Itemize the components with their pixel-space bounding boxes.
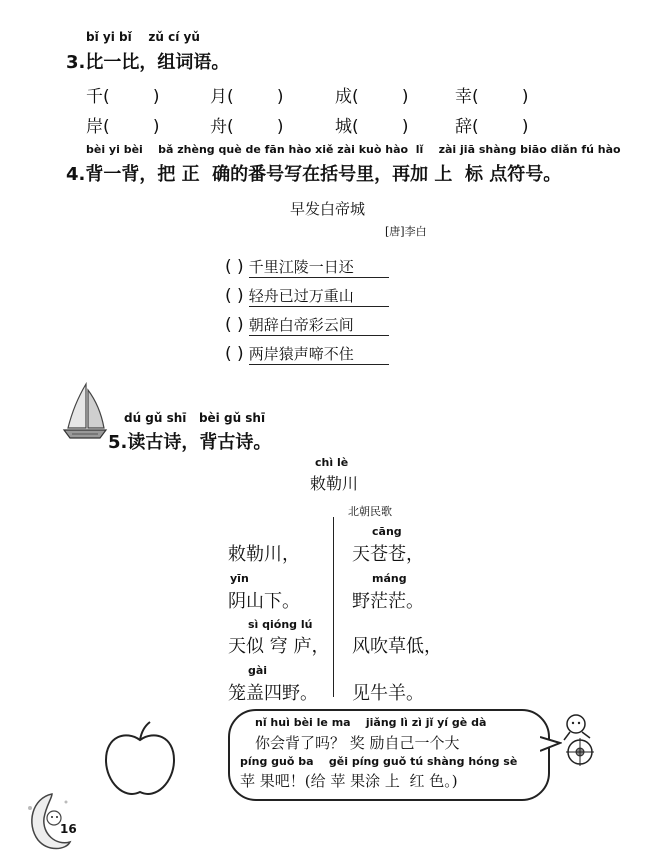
q3-cell: 城( ) (335, 117, 409, 137)
q3-cell: 成( ) (335, 87, 409, 107)
q3-title: 3.比一比，组词语。 (66, 52, 230, 73)
poem2-left-line: 天似 穹 庐， (228, 636, 330, 657)
bubble-pinyin: nǐ huì bèi le ma jiǎng lì zì jǐ yí gè dà (255, 716, 487, 729)
q5-title: 5.读古诗，背古诗。 (108, 432, 272, 453)
q3-pinyin: bǐ yi bǐ zǔ cí yǔ (86, 30, 200, 44)
q3-cell: 舟( ) (210, 117, 284, 137)
poem-line-text: 朝辞白帝彩云间 (249, 314, 389, 336)
q5-pinyin: dú gǔ shī bèi gǔ shī (124, 411, 266, 425)
poem2-right-line: 天苍苍， (352, 544, 424, 565)
bubble-text: 你会背了吗？ 奖 励自己一个大 (255, 734, 460, 752)
poem-divider (333, 517, 334, 697)
poem-title: 早发白帝城 (290, 200, 366, 218)
poem2-left-line: 笼盖四野。 (228, 683, 318, 704)
answer-blank[interactable]: ( ) (225, 257, 244, 277)
poem2-left-pinyin: yīn (230, 572, 249, 585)
q3-cell: 辞( ) (455, 117, 529, 137)
poem2-right-pinyin: máng (372, 572, 407, 585)
q4-title: 4.背一背，把 正 确的番号写在括号里，再加 上 标 点符号。 (66, 164, 562, 185)
poem2-left-line: 敕勒川， (228, 544, 300, 565)
q3-cell: 千( ) (86, 87, 160, 107)
q3-cell: 月( ) (210, 87, 284, 107)
apple-icon[interactable] (100, 720, 180, 802)
answer-blank[interactable]: ( ) (225, 344, 244, 364)
poem2-right-line: 风吹草低， (352, 636, 442, 657)
poem2-title-pinyin: chì lè (315, 456, 349, 469)
poem-line-text: 轻舟已过万重山 (249, 285, 389, 307)
answer-blank[interactable]: ( ) (225, 286, 244, 306)
poem-line-text: 千里江陵一日还 (249, 256, 389, 278)
poem2-author: 北朝民歌 (348, 505, 392, 518)
q3-cell: 幸( ) (455, 87, 529, 107)
poem2-left-pinyin: sì qióng lú (248, 618, 313, 631)
child-character-icon (556, 712, 602, 770)
q4-pinyin: bèi yi bèi bǎ zhèng què de fān hào xiě zài kuò hào lǐ zài jiā shàng biāo diǎn fú hào (86, 143, 621, 156)
q3-cell: 岸( ) (86, 117, 160, 137)
page-number: 16 (60, 822, 77, 836)
poem2-right-line: 野茫茫。 (352, 591, 424, 612)
poem2-right-line: 见牛羊。 (352, 683, 424, 704)
poem2-left-line: 阴山下。 (228, 591, 300, 612)
poem-author: [唐]李白 (385, 225, 427, 238)
poem2-left-pinyin: gài (248, 664, 268, 677)
poem-answer-row (225, 256, 440, 278)
answer-blank[interactable]: ( ) (225, 315, 244, 335)
poem-answer-row (225, 285, 440, 307)
poem-line-text: 两岸猿声啼不住 (249, 343, 389, 365)
poem-answer-row (225, 314, 440, 336)
poem2-title: 敕勒川 (310, 474, 359, 493)
poem2-right-pinyin: cāng (372, 525, 402, 538)
poem-answer-row (225, 343, 440, 365)
sailboat-icon (60, 380, 110, 442)
bubble-text: 苹 果吧！(给 苹 果涂 上 红 色。) (240, 772, 458, 790)
bubble-pinyin: píng guǒ ba gěi píng guǒ tú shàng hóng sè (240, 755, 518, 768)
